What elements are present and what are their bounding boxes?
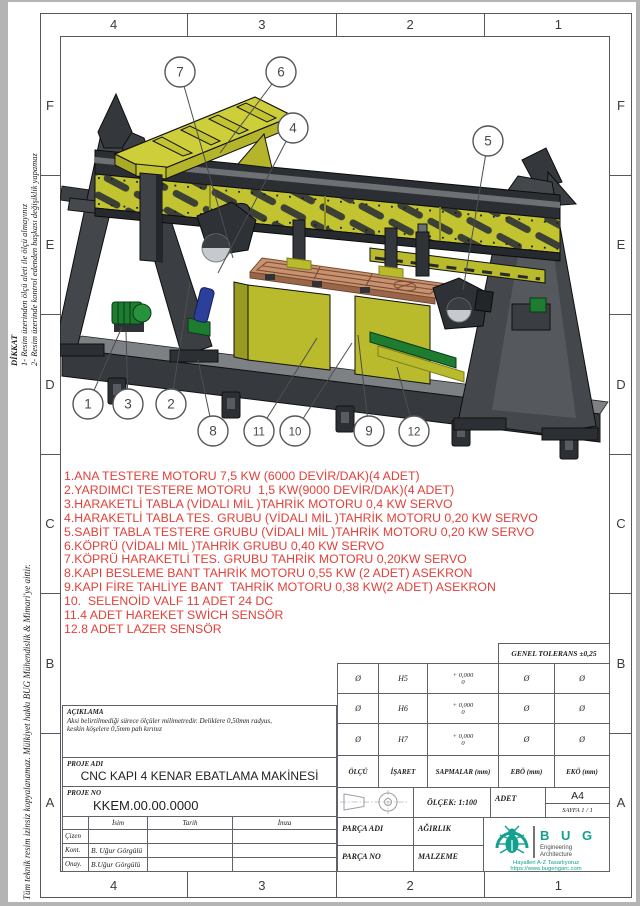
parts-list-item-8: 8.KAPI BESLEME BANT TAHRİK MOTORU 0,55 KW (2 ADET) ASEKRON bbox=[64, 566, 473, 581]
grid-row-label-A: A bbox=[610, 733, 632, 873]
projection-symbol-cell bbox=[337, 787, 414, 818]
project-title: CNC KAPI 4 KENAR EBATLAMA MAKİNESİ bbox=[80, 769, 319, 783]
parts-list-item-5: 5.SABİT TABLA TESTERE GRUBU (VİDALI MİL )TAHRİK MOTORU 0,20 KW SERVO bbox=[64, 524, 535, 539]
sign-cell-Çizen-0: Çizen bbox=[63, 830, 89, 844]
sign-cell-Kont.-1: B. Uğur Görgülü bbox=[89, 844, 148, 858]
callout-number-2: 2 bbox=[167, 396, 175, 412]
proje-no-box bbox=[62, 786, 337, 817]
grid-row-label-B: B bbox=[610, 593, 632, 733]
grid-strip-right bbox=[610, 36, 632, 872]
parts-list-item-2: 2.YARDIMCI TESTERE MOTORU 1,5 KW(9000 DEVİR/DAK)(4 ADET) bbox=[64, 482, 455, 497]
grid-row-label-A: A bbox=[40, 733, 60, 873]
sign-cell-Çizen-3 bbox=[233, 830, 336, 844]
tol-header-0: ÖLÇÜ bbox=[338, 756, 379, 787]
grid-col-label-3: 3 bbox=[187, 872, 335, 898]
tol-header-3: EBÖ (mm) bbox=[499, 756, 555, 787]
tol-cell-H6-0: Ø bbox=[338, 694, 379, 724]
tol-cell-H5-3: Ø bbox=[499, 664, 555, 694]
tol-cell-H5-0: Ø bbox=[338, 664, 379, 694]
warning-title: DİKKAT bbox=[9, 334, 19, 366]
paper-size: A4 bbox=[546, 788, 609, 804]
sign-cell-Onay.-0: Onay. bbox=[63, 858, 89, 871]
olcek-label: ÖLÇEK: 1:100 bbox=[427, 798, 477, 807]
grid-row-label-F: F bbox=[617, 97, 625, 113]
malzeme-label: MALZEME bbox=[418, 852, 459, 861]
sign-cell-Çizen-1 bbox=[89, 830, 148, 844]
project-number: KKEM.00.00.0000 bbox=[93, 798, 199, 813]
tol-cell-H7-4: Ø bbox=[579, 735, 585, 744]
tol-cell-H7-3: Ø bbox=[499, 724, 555, 755]
tol-cell-H5-1: H5 bbox=[379, 664, 428, 694]
company-logo-box bbox=[483, 817, 610, 872]
proje-adi-label: PROJE ADI bbox=[67, 760, 104, 768]
tol-cell-H6-3: Ø bbox=[499, 694, 555, 724]
tol-cell-H6-2: + 0,000 0 bbox=[428, 694, 499, 724]
callout-number-4: 4 bbox=[289, 120, 297, 136]
proje-no-label: PROJE NO bbox=[67, 789, 102, 797]
callout-number-1: 1 bbox=[84, 396, 92, 412]
tol-cell-H7-2: + 0,000 0 bbox=[428, 724, 499, 755]
grid-strip-bottom bbox=[40, 872, 632, 898]
logo-url: https://www.bugengarc.com bbox=[510, 866, 582, 871]
parca-adi-label: PARÇA ADI bbox=[342, 824, 384, 833]
sheet-number: SAYFA 1 / 1 bbox=[562, 807, 593, 814]
sign-cell-Onay.-2 bbox=[148, 858, 233, 871]
grid-row-label-B: B bbox=[40, 593, 60, 733]
warning-line-1: 1- Resim üzerinden ölçü aleti ile ölçü almayınız bbox=[19, 203, 29, 366]
sign-header-corner bbox=[63, 817, 89, 830]
logo-line-1: Engineering bbox=[540, 845, 573, 851]
parca-adi-cell bbox=[337, 817, 414, 846]
sign-header-Tarih: Tarih bbox=[148, 817, 233, 830]
tol-cell-H5-4: Ø bbox=[555, 664, 609, 694]
genel-tolerans-box bbox=[498, 643, 610, 664]
sign-cell-Onay.-1: B.Uğur Görgülü bbox=[89, 858, 148, 871]
grid-col-label-3: 3 bbox=[187, 13, 335, 36]
beetle-icon bbox=[499, 826, 525, 853]
aciklama-box bbox=[62, 705, 337, 758]
grid-row-label-E: E bbox=[40, 175, 60, 315]
agirlik-label: AĞIRLIK bbox=[418, 824, 451, 833]
tol-cell-H5-2: + 0,000 0 bbox=[428, 664, 499, 694]
parts-list-item-6: 6.KÖPRÜ (VİDALI MİL )TAHRİK GRUBU 0,40 KW SERVO bbox=[64, 538, 385, 553]
warning-line-2: 2- Resim üzerinde kontrol edenden başkası değişiklik yapamaz bbox=[29, 153, 39, 366]
agirlik-cell bbox=[413, 817, 484, 846]
sign-cell-Onay.-3 bbox=[233, 858, 336, 871]
grid-row-label-E: E bbox=[610, 175, 632, 315]
tol-cell-H6-1: H6 bbox=[379, 694, 428, 724]
grid-strip-left bbox=[40, 36, 60, 872]
grid-row-label-D: D bbox=[40, 314, 60, 454]
callout-number-5: 5 bbox=[484, 133, 492, 149]
tol-header-2: SAPMALAR (mm) bbox=[428, 756, 499, 787]
logo-line-2: Architecture bbox=[540, 852, 573, 858]
parts-list-item-3: 3.HARAKETLİ TABLA (VİDALI MİL )TAHRİK MOTORU 0,4 KW SERVO bbox=[64, 496, 453, 511]
grid-col-label-4: 4 bbox=[110, 17, 118, 32]
grid-col-label-1: 1 bbox=[484, 13, 632, 36]
tol-cell-H6-4: Ø bbox=[555, 694, 609, 724]
callout-number-12: 12 bbox=[407, 426, 421, 439]
adet-label: ADET bbox=[495, 794, 517, 803]
parts-list-item-4: 4.HARAKETLİ TABLA TES. GRUBU (VİDALI MİL )TAHRİK MOTORU 0,20 KW SERVO bbox=[64, 510, 538, 525]
callout-number-11: 11 bbox=[253, 426, 265, 439]
tol-cell-H7-1: H7 bbox=[379, 724, 428, 755]
grid-strip-top bbox=[40, 13, 632, 36]
parts-list-item-12: 12.8 ADET LAZER SENSÖR bbox=[64, 621, 222, 636]
grid-row-label-C: C bbox=[40, 454, 60, 594]
parts-list-item-1: 1.ANA TESTERE MOTORU 7,5 KW (6000 DEVİR/DAK)(4 ADET) bbox=[64, 469, 420, 483]
grid-col-label-4: 4 bbox=[110, 877, 118, 893]
malzeme-cell bbox=[413, 845, 484, 872]
sign-header-İsim: İsim bbox=[89, 817, 148, 830]
callout-number-3: 3 bbox=[124, 396, 132, 412]
margin-warning-note bbox=[9, 153, 39, 366]
tolerance-table bbox=[337, 663, 610, 756]
aciklama-line-1: Aksi belirtilmediği sürece ölçüler milimetredir. Deliklere 0,50mm radyus, bbox=[67, 717, 272, 725]
aciklama-label: AÇIKLAMA bbox=[67, 708, 104, 716]
parts-list-item-11: 11.4 ADET HAREKET SWİCH SENSÖR bbox=[64, 608, 284, 623]
grid-col-label-1: 1 bbox=[484, 872, 632, 898]
parts-list bbox=[64, 470, 610, 637]
grid-row-label-C: C bbox=[610, 454, 632, 594]
proje-adi-box bbox=[62, 757, 337, 787]
callout-number-6: 6 bbox=[277, 64, 285, 80]
parca-no-label: PARÇA NO bbox=[342, 852, 381, 861]
logo-brand-text: B U G bbox=[540, 828, 597, 843]
logo-slogan: Hayalleri A-Z Tasarlıyoruz bbox=[513, 860, 579, 866]
tol-cell-H7-0: Ø bbox=[338, 724, 379, 755]
tolerance-header-row bbox=[337, 755, 610, 788]
olcek-cell bbox=[413, 787, 491, 818]
first-angle-projection-icon bbox=[338, 788, 412, 816]
tol-header-1: İŞARET bbox=[379, 756, 428, 787]
adet-cell bbox=[490, 787, 546, 818]
sign-cell-Kont.-3 bbox=[233, 844, 336, 858]
margin-copyright-note: Tüm teknik resim izinsiz kopyalanamaz. Mülkiyet hakkı BUG Mühendislik & Mimari'ye aittir. bbox=[22, 564, 32, 900]
genel-tolerans-label: GENEL TOLERANS ±0,25 bbox=[511, 649, 597, 658]
parts-list-item-10: 10. SELENOİD VALF 11 ADET 24 DC bbox=[64, 594, 274, 609]
sign-header-İmza: İmza bbox=[233, 817, 336, 830]
grid-row-label-D: D bbox=[610, 314, 632, 454]
parca-no-cell bbox=[337, 845, 414, 872]
machine-isometric-view bbox=[60, 36, 610, 476]
parts-list-item-7: 7.KÖPRÜ HARAKETLİ TES. GRUBU TAHRİK MOTORU 0,20KW SERVO bbox=[64, 552, 467, 567]
signature-table bbox=[62, 816, 337, 872]
bug-logo bbox=[484, 818, 609, 871]
sign-cell-Çizen-2 bbox=[148, 830, 233, 844]
callout-number-8: 8 bbox=[209, 423, 217, 439]
grid-col-label-2: 2 bbox=[336, 872, 484, 898]
paper-size-cell bbox=[545, 787, 610, 818]
callout-number-10: 10 bbox=[288, 426, 302, 439]
sign-cell-Kont.-0: Kont. bbox=[63, 844, 89, 858]
tol-header-4: EKÖ (mm) bbox=[566, 767, 598, 776]
aciklama-line-2: keskin köşelere 0,5mm pah kırınız bbox=[67, 725, 162, 733]
parts-list-item-9: 9.KAPI FİRE TAHLİYE BANT TAHRİK MOTORU 0,38 KW(2 ADET) ASEKRON bbox=[64, 580, 496, 595]
sign-cell-Kont.-2 bbox=[148, 844, 233, 858]
callout-number-9: 9 bbox=[365, 423, 373, 439]
grid-col-label-2: 2 bbox=[336, 13, 484, 36]
grid-row-label-F: F bbox=[46, 97, 54, 113]
callout-number-7: 7 bbox=[176, 64, 184, 80]
